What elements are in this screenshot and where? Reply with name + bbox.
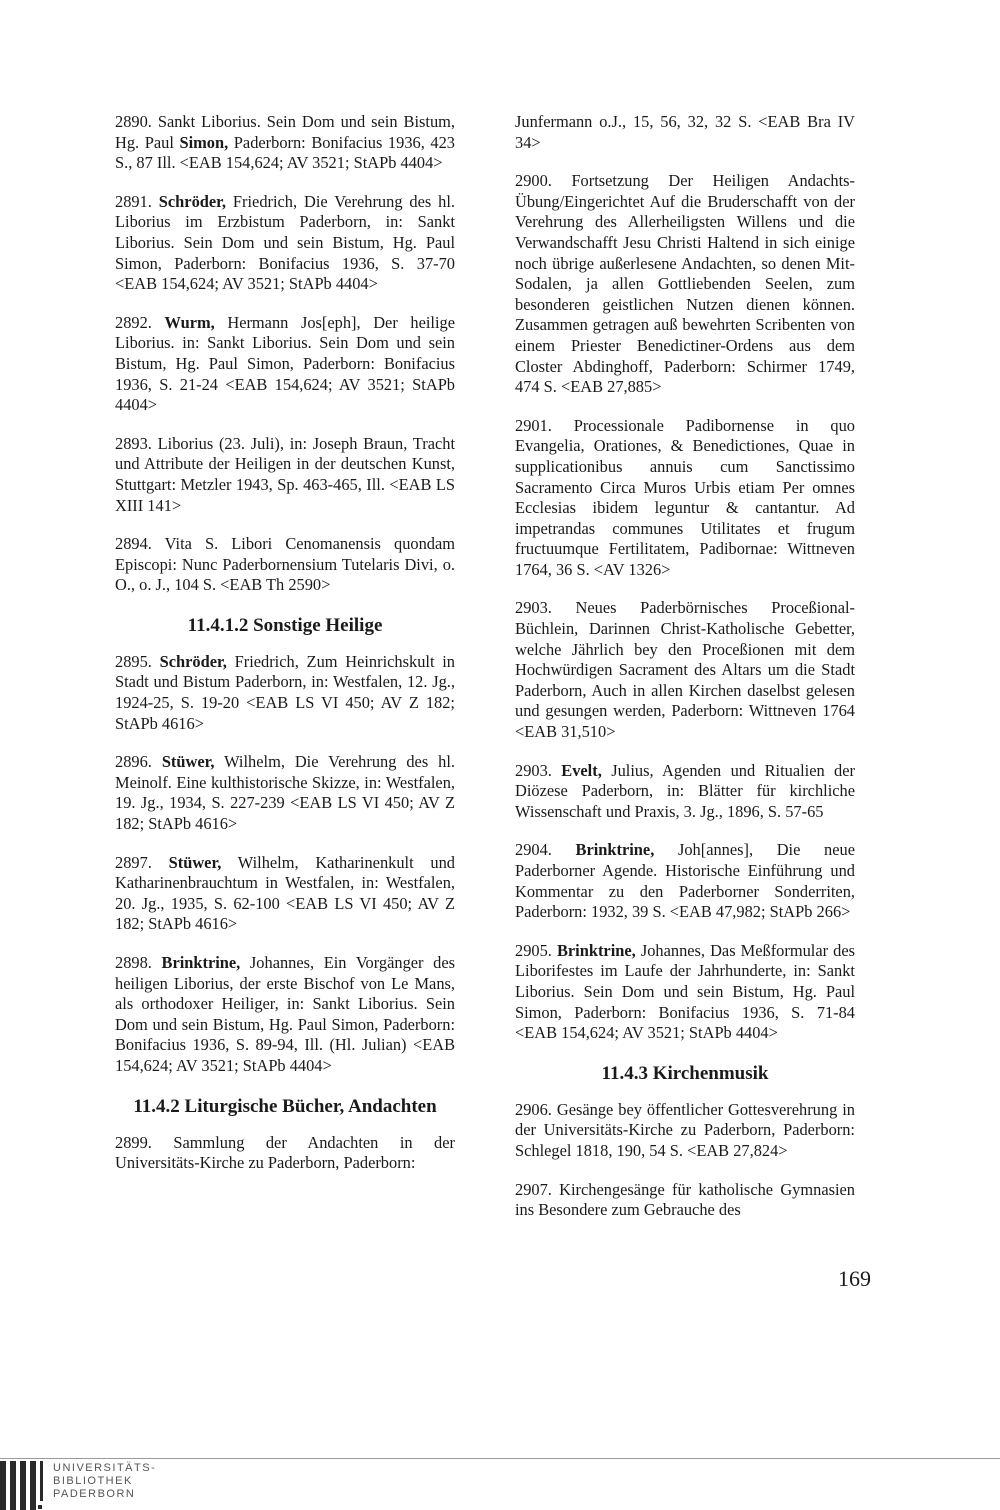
entry-text: 2899. Sammlung der Andachten in der Universitäts-Kirche zu Paderborn, Paderborn: [115,1132,455,1173]
bibliography-entry [115,192,455,295]
entry-text: Friedrich, Zum Heinrichskult in Stadt und Bistum Paderborn, in: Westfalen, 12. Jg., 1924-25, S. 19-20 <EAB LS VI 450; AV Z 182; StAPb 4616> [115,651,455,733]
entry-text: Joh[annes], Die neue Paderborner Agende. Historische Einführung und Kommentar zu den Paderborner Sonderriten, Paderborn: 1932, 39 S. <EAB 47,982; StAPb 266> [515,840,855,922]
footer-rule [0,1458,1000,1459]
entry-text: 2904. [515,840,576,860]
logo-bar [0,1461,6,1510]
left-column [115,112,455,1192]
bibliography-entry [115,534,455,596]
bibliography-entry [115,434,455,516]
entry-author: Simon, [179,132,229,152]
entry-text: 2907. Kirchengesänge für katholische Gymnasien ins Besondere zum Gebrauche des [515,1179,855,1220]
entry-text: Julius, Agenden und Ritualien der Diözese Paderborn, in: Blätter für kirchliche Wissenschaft und Praxis, 3. Jg., 1896, S. 57-65 [515,760,855,821]
entry-text: Hermann Jos[eph], Der heilige Liborius. in: Sankt Liborius. Sein Dom und sein Bistum, Hg. Paul Simon, Paderborn: Bonifacius 1936, S. 21-24 <EAB 154,624; AV 3521; StAPb 4404> [115,312,455,415]
entry-text: 2901. Processionale Padibornense in quo Evangelia, Orationes, & Benedictiones, Quae in supplicationibus annuis cum Sanctissimo Sacramento Circa Muros Urbis etiam Per omnes Ecclesias ibidem leguntur & cantantur. Ad impetrandas communes Utilitates et frugum fructuumque Fertilitatem, Padibornae: Wittneven 1764, 36 S. <AV 1326> [515,415,855,579]
entry-text: 2900. Fortsetzung Der Heiligen Andachts-Übung/Eingerichtet Auf die Bruderschafft von der Verehrung des Allerheiligsten Willens und die Verwandschafft Jesu Christi Haltend in sich einige noch übrige außerlesene Andachten, so denen Mit-Sodalen, ja allen Gottliebenden Seelen, zum besonderen geistlichen Nutzen dienen können. Zusammen getragen auß bewehrten Scribenten von einem Priester Benedictiner-Ordens aus dem Closter Abdinghoff, Paderborn: Schirmer 1749, 474 S. <EAB 27,885> [515,171,855,397]
entry-author: Schröder, [158,191,227,211]
section-heading: 11.4.3 Kirchenmusik [601,1062,769,1084]
entry-author: Stüwer, [168,852,222,872]
entry-text: Wilhelm, Katharinenkult und Katharinenbrauchtum in Westfalen, in: Westfalen, 20. Jg., 1935, S. 62-100 <EAB LS VI 450; AV Z 182; StAPb 4616> [115,852,455,934]
logo-line: PADERBORN [53,1488,136,1500]
entry-text: Friedrich, Die Verehrung des hl. Liborius im Erzbistum Paderborn, in: Sankt Liborius. Sein Dom und sein Bistum, Hg. Paul Simon, Paderborn: Bonifacius 1936, S. 37-70 <EAB 154,624; AV 3521; StAPb 4404> [115,191,455,294]
bibliography-entry [515,941,855,1044]
entry-text: 2893. Liborius (23. Juli), in: Joseph Braun, Tracht und Attribute der Heiligen in der deutschen Kunst, Stuttgart: Metzler 1943, Sp. 463-465, Ill. <EAB LS XIII 141> [115,433,455,515]
entry-text: 2898. [115,953,162,972]
entry-author: Brinktrine, [161,953,241,972]
entry-text: 2897. [115,852,169,872]
bibliography-entry [115,953,455,1077]
bibliography-entry [515,1180,855,1221]
entry-text: 2903. Neues Paderbörnisches Proceßional-Büchlein, Darinnen Christ-Katholische Gebetter, welche Jährlich bey den Proceßionen mit dem Hochwürdigen Sacrament des Altars um die Stadt Paderborn, Auch in allen Kirchen daselbst gelesen und gesungen werden, Paderborn: Wittneven 1764 <EAB 31,510> [515,598,855,742]
entry-text: 2896. [115,752,162,772]
entry-text: 2890. Sankt Liborius. Sein Dom und sein Bistum, Hg. Paul [115,112,455,152]
page-number: 169 [838,1266,871,1291]
logo-bar [30,1461,36,1510]
entry-author: Brinktrine, [556,940,636,960]
bibliography-entry [515,598,855,742]
logo-text [53,1462,156,1501]
logo-dot [38,1505,42,1509]
section-heading: 11.4.2 Liturgische Bücher, Andachten [133,1095,437,1117]
entry-author: Wurm, [164,312,215,332]
entry-text: 2905. [515,940,557,960]
entry-text: 2894. Vita S. Libori Cenomanensis quondam Episcopi: Nunc Paderbornensium Tutelaris Divi, o. O., o. J., 104 S. <EAB Th 2590> [115,534,455,595]
logo-line: UNIVERSITÄTS- [53,1462,157,1474]
entry-text: 2891. [115,191,159,211]
entry-text: 2895. [115,651,160,671]
entry-author: Evelt, [561,760,602,780]
bibliography-entry [115,1133,455,1174]
entry-text: Johannes, Ein Vorgänger des heiligen Liborius, der erste Bischof von Le Mans, als orthodoxer Heiliger, in: Sankt Liborius. Sein Dom und sein Bistum, Hg. Paul Simon, Paderborn: Bonifacius 1936, S. 89-94, Ill. (Hl. Julian) <EAB 154,624; AV 3521; StAPb 4404> [115,953,455,1075]
bibliography-entry [515,171,855,398]
logo-line: BIBLIOTHEK [53,1475,133,1487]
section-heading: 11.4.1.2 Sonstige Heilige [187,614,383,636]
logo-bar [20,1461,26,1510]
entry-text: 2906. Gesänge bey öffentlicher Gottesverehrung in der Universitäts-Kirche zu Paderborn, Paderborn: Schlegel 1818, 190, 54 S. <EAB 27,824> [515,1099,855,1160]
right-column [515,112,855,1239]
bibliography-entry [515,416,855,581]
bibliography-entry [115,752,455,834]
entry-author: Stüwer, [161,752,215,772]
bibliography-entry [115,313,455,416]
entry-author: Brinktrine, [575,840,655,860]
bibliography-entry [115,112,455,174]
logo-bar [10,1461,16,1510]
entry-text: Paderborn: Bonifacius 1936, 423 S., 87 Ill. <EAB 154,624; AV 3521; StAPb 4404> [115,132,455,173]
bibliography-entry [515,112,855,153]
bibliography-entry [115,652,455,734]
library-logo [0,1461,157,1510]
bibliography-entry [515,1100,855,1162]
entry-text: 2903. [515,760,562,780]
bibliography-entry [515,840,855,922]
bibliography-entry [115,853,455,935]
entry-text: Johannes, Das Meßformular des Liborifestes im Laufe der Jahrhunderte, in: Sankt Liborius. Sein Dom und sein Bistum, Hg. Paul Simon, Paderborn: Bonifacius 1936, S. 71-84 <EAB 154,624; AV 3521; StAPb 4404> [515,940,855,1043]
entry-author: Schröder, [159,651,227,671]
entry-text: Wilhelm, Die Verehrung des hl. Meinolf. Eine kulthistorische Skizze, in: Westfalen, 19. Jg., 1934, S. 227-239 <EAB LS VI 450; AV Z 182; StAPb 4616> [115,752,455,834]
logo-bar [40,1461,43,1501]
bibliography-entry [515,761,855,823]
entry-text: Junfermann o.J., 15, 56, 32, 32 S. <EAB Bra IV 34> [515,112,855,152]
entry-text: 2892. [115,312,165,332]
